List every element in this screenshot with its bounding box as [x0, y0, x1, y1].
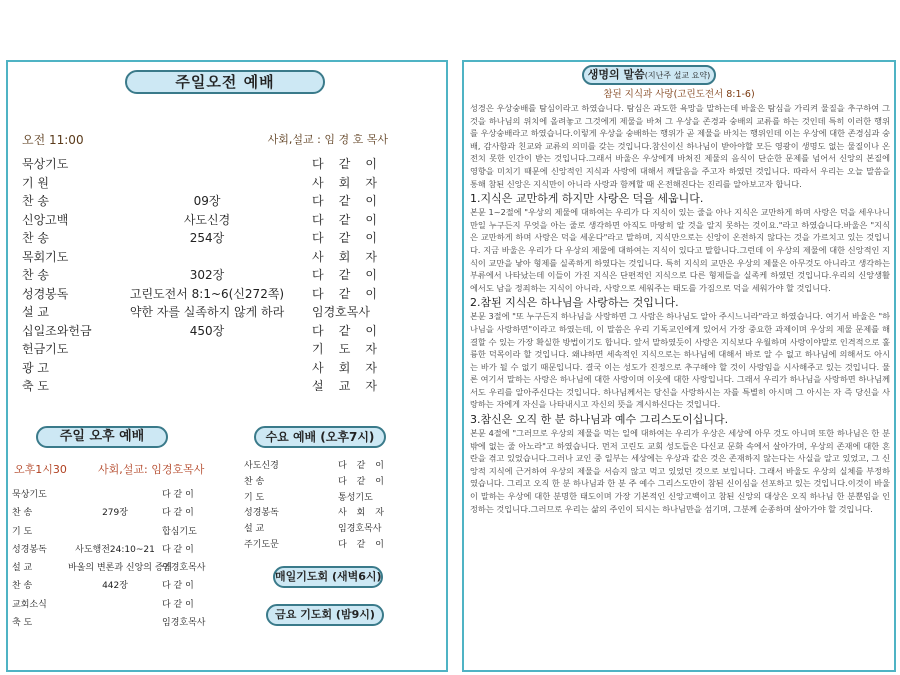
sermon-title: [582, 65, 716, 85]
order-leader: 사 회 자: [338, 508, 384, 519]
friday-prayer-title: 금요 기도회 (밤9시): [266, 604, 384, 626]
order-leader: 다 같 이: [162, 490, 194, 500]
order-leader: 임경호목사: [312, 305, 370, 319]
order-content: 450장: [189, 323, 225, 338]
sermon-title-note: (지난주 설교 요약): [644, 71, 711, 80]
order-leader: 다 같 이: [312, 323, 377, 338]
order-item: 십일조와헌금: [22, 323, 92, 338]
sermon-point-body: 본문 3절에 "또 누구든지 하나님을 사랑하면 그 사람은 하나님도 알아 주시느니라"라고 하였습니다. 여기서 바울은 "하나님을 사랑하면"이라고 하였는데, 이 말씀은 우리 기독교인에게 있어서 가장 중요한 과제이며 우상의 제물 문제를 해결할 수 있는 가장 확실한 방법이기도 합니다. 앞서 말하였듯이 사랑은 지식보다 우월하며 사랑이야말로 인격적으로 훌륭한 덕목이라 할 것입니다. 왜냐하면 세속적인 지식으로는 하나님에 대해서 바로 알 수 없고 하나님에 의해서도 아시는 바가 될 수 없기 때문입니다. 결국 이는 성도가 진정으로 추구해야 할 것이 사랑임을 시사해주고 있는 것입니다. 물론 여기서 말하는 사랑은 하나님에 대한 사랑이며 이웃에 대한 사랑입니다. 그래서 우리가 하나님을 사랑하면 하나님께서도 우리를 알아주신다는 것입니다. 하나님께서는 당신을 사랑하시는 자를 특별히 아시며 그 아시는 자 즉 당신을 사랑하는 자에게 자신을 나타내시고 자신의 뜻을 계시하신다는 것입니다.: [470, 311, 890, 410]
order-row: [12, 577, 238, 595]
order-item: 설 교: [244, 524, 265, 535]
order-content: 고린도전서 8:1~6(신272쪽): [129, 286, 285, 301]
order-row: [22, 155, 402, 174]
afternoon-service-host: 사회,설교: 임경호목사: [98, 463, 205, 476]
order-row: [22, 211, 402, 230]
sermon-point-body: 본문 1~2절에 "우상의 제물에 대하여는 우리가 다 지식이 있는 줄을 아나 지식은 교만하게 하며 사랑은 덕을 세우나니 만일 누구든지 무엇을 아는 줄로 생각하면 아직도 마땅히 알 것을 알지 못하는 것이요."라고 하였습니다.바울은 "지식은 교만하게 하며 사랑은 덕을 세운다"라고 말하며, 지식만으로는 신앙이 온전하지 않다는 것을 가르치고 있는 것입니다. 지금 바울은 우리가 다 우상의 제물에 대하여는 지식이 있다고 말합니다.그런데 이 우상의 제물에 대한 신앙적인 지식이 교만을 낳아 형제를 실족하게 하였다는 것입니다. 특히 지식의 교만은 우상의 제물은 아무것도 아니라고 생각하는 부류에서 나타났는데 이들이 가진 지식은 단편적인 지식으로 다른 형제들을 실족케 하였던 것입니다.우리의 신앙생활에서도 남을 정죄하는 지식이 아니라, 사랑으로 세워주는 태도를 가짐으로 덕을 세워가야 할 것입니다.: [470, 207, 890, 293]
morning-service-title: 주일오전 예배: [125, 70, 325, 94]
afternoon-service-time: 오후1시30: [14, 463, 67, 476]
order-content: 254장: [189, 231, 225, 245]
order-leader: 다 같 이: [338, 476, 384, 487]
order-leader: 다 같 이: [338, 539, 384, 550]
order-item: 주기도문: [244, 539, 279, 550]
morning-service-host: 사회,설교 : 임 경 호 목사: [267, 133, 388, 146]
order-row: [22, 377, 402, 396]
order-content: 09장: [193, 194, 221, 208]
order-row: [22, 266, 402, 285]
order-leader: 다 같 이: [162, 599, 194, 610]
order-item: 목회기도: [22, 249, 69, 264]
order-item: 사도신경: [244, 461, 279, 471]
sermon-title-text: 생명의 말씀: [587, 68, 645, 81]
order-item: 찬 송: [22, 268, 49, 282]
afternoon-order-list: [12, 486, 238, 632]
order-leader: 통성기도: [338, 492, 373, 503]
morning-service-time: 오전 11:00: [22, 133, 84, 147]
order-item: 찬 송: [12, 581, 33, 592]
order-leader: 다 같 이: [162, 508, 194, 519]
daily-prayer-title: 매일기도회 (새벽6시): [273, 566, 383, 588]
sermon-point-heading: 3.참신은 오직 한 분 하나님과 예수 그리스도이십니다.: [470, 413, 729, 427]
order-row: [22, 192, 402, 211]
sermon-intro: 성경은 우상숭배를 탐심이라고 하였습니다. 탐심은 과도한 욕망을 말하는데 바울은 탐심을 가리켜 물질을 추구하여 그것을 하나님의 위치에 올려놓고 그것에게 제물을 바쳐 그 우상을 존경과 숭배의 교류를 하는 것인데 특히 이러한 행위를 우상숭배라고 하였습니다.이렇게 우상을 숭배하는 행위가 곧 제물을 바치는 행위인데 이는 우상에 대한 존경심과 숭배, 감사함과 친교와 교류의 의미를 갖는 것입니다.참신이신 하나님이 받아야할 모든 영광이 생명도 없는 물질이나 온전치 못한 인간이 받는 것입니다.그래서 바울은 우상에게 바쳐진 제물의 음식이 단순한 문제를 넘어서 신앙의 본질에 영향을 미치기 때문에 신앙적인 지식과 사랑에 대해서 깨달음을 주고자 하였던 것입니다. 따라서 우리는 오늘 말씀을 통해 참된 신앙은 지식만이 아니라 사랑과 함께할 때 온전해진다는 진리를 알아보고자 합니다.: [470, 103, 890, 189]
order-item: 기 원: [22, 175, 49, 190]
order-leader: 기 도 자: [312, 342, 377, 356]
order-leader: 사 회 자: [312, 249, 377, 264]
sermon-subtitle: 참된 지식과 사랑(고린도전서 8:1-6): [603, 89, 755, 100]
sermon-point-heading: 1.지식은 교만하게 하지만 사랑은 덕을 세웁니다.: [470, 192, 704, 206]
order-row: [12, 541, 238, 559]
order-row: [244, 538, 430, 554]
order-item: 설 교: [22, 305, 49, 319]
sermon-panel: [462, 60, 896, 672]
order-item: 성경봉독: [22, 286, 69, 301]
order-content: 사도신경: [183, 212, 231, 227]
order-item: 헌금기도: [22, 342, 69, 356]
order-row: [12, 486, 238, 504]
order-content: 사도행전24:10~21: [75, 544, 155, 555]
order-content: 302장: [189, 268, 225, 282]
order-item: 찬 송: [22, 231, 49, 245]
order-item: 성경봉독: [244, 508, 279, 519]
order-row: [22, 340, 402, 359]
order-leader: 다 같 이: [312, 212, 377, 227]
order-leader: 다 같 이: [162, 581, 194, 592]
order-row: [22, 174, 402, 193]
order-leader: 사 회 자: [312, 360, 377, 375]
order-item: 묵상기도: [12, 490, 47, 500]
order-row: [12, 523, 238, 541]
order-leader: 임경호목사: [338, 524, 382, 535]
order-content: 442장: [102, 581, 128, 592]
order-row: [12, 504, 238, 522]
order-leader: 사 회 자: [312, 175, 377, 190]
order-leader: 다 같 이: [162, 544, 194, 555]
order-row: [244, 491, 430, 507]
order-row: [22, 229, 402, 248]
wednesday-order-list: [244, 459, 430, 554]
order-row: [244, 522, 430, 538]
order-item: 설 교: [12, 563, 33, 574]
sermon-point-body: 본문 4절에 "그러므로 우상의 제물을 먹는 일에 대하여는 우리가 우상은 세상에 아무 것도 아니며 또한 하나님은 한 분밖에 없는 줄 아노라"고 하였습니다. 먼저 고린도 교회 성도들은 다신교 문화 속에서 살아가며, 우상의 존재에 대한 혼란을 겪고 있었습니다.그러나 교인 중 일부는 세상에는 우상과 같은 것은 존재하지 않는다는 사실을 알고 있었고, 그 신앙적 지식에 근거하여 우상의 제물을 서슴지 않고 먹고 있었던 것으로 보입니다. 그래서 바울도 우상의 실체를 부정하였습니다. 그리고 오직 한 분 하나님과 한 분 주 예수 그리스도만이 참된 신이심을 선포하고 있는 것입니다.이것이 바울이 말하는 우상에 대한 분명한 태도이며 가장 기본적인 신앙고백이고 참된 신앙의 대상은 오직 하나님 한 분뿐임을 인정하는 것입니다.그러므로 우리는 삶의 주인이 되시는 하나님만을 섬기며, 그분께 순종하며 살아가야 할 것입니다.: [470, 428, 890, 514]
order-item: 축 도: [22, 379, 49, 393]
order-leader: 다 같 이: [312, 286, 377, 301]
order-content: 약한 자를 실족하지 않게 하라: [129, 305, 285, 319]
order-leader: 다 같 이: [312, 268, 377, 282]
order-row: [22, 285, 402, 304]
order-item: 찬 송: [22, 194, 49, 208]
worship-order-panel: [6, 60, 448, 672]
order-row: [12, 559, 238, 577]
order-row: [244, 459, 430, 475]
order-leader: 합심기도: [162, 526, 197, 537]
afternoon-service-title: 주일 오후 예배: [36, 426, 168, 448]
sermon-body: [470, 102, 890, 515]
order-row: [22, 248, 402, 267]
order-row: [244, 506, 430, 522]
order-leader: 다 같 이: [312, 231, 377, 245]
order-leader: 임경호목사: [162, 618, 206, 629]
order-item: 광 고: [22, 360, 49, 375]
order-item: 축 도: [12, 618, 33, 629]
order-row: [12, 596, 238, 614]
order-row: [12, 614, 238, 632]
order-leader: 다 같 이: [312, 194, 377, 208]
order-item: 찬 송: [12, 508, 33, 519]
order-leader: 설 교 자: [312, 379, 377, 393]
order-item: 묵상기도: [22, 157, 69, 171]
order-item: 기 도: [12, 526, 33, 537]
order-content: 279장: [102, 508, 128, 519]
order-item: 신앙고백: [22, 212, 69, 227]
order-row: [22, 322, 402, 341]
order-row: [22, 359, 402, 378]
order-item: 기 도: [244, 492, 265, 503]
order-leader: 임경호목사: [162, 563, 206, 574]
order-item: 성경봉독: [12, 544, 47, 555]
order-content: 바울의 변론과 신앙의 증거: [68, 563, 173, 574]
order-row: [22, 303, 402, 322]
sermon-point-heading: 2.참된 지식은 하나님을 사랑하는 것입니다.: [470, 296, 679, 310]
morning-order-list: [22, 155, 402, 396]
order-leader: 다 같 이: [338, 461, 384, 471]
order-leader: 다 같 이: [312, 157, 377, 171]
order-item: 교회소식: [12, 599, 47, 610]
order-item: 찬 송: [244, 476, 265, 487]
order-row: [244, 475, 430, 491]
wednesday-service-title: 수요 예배 (오후7시): [254, 426, 386, 448]
